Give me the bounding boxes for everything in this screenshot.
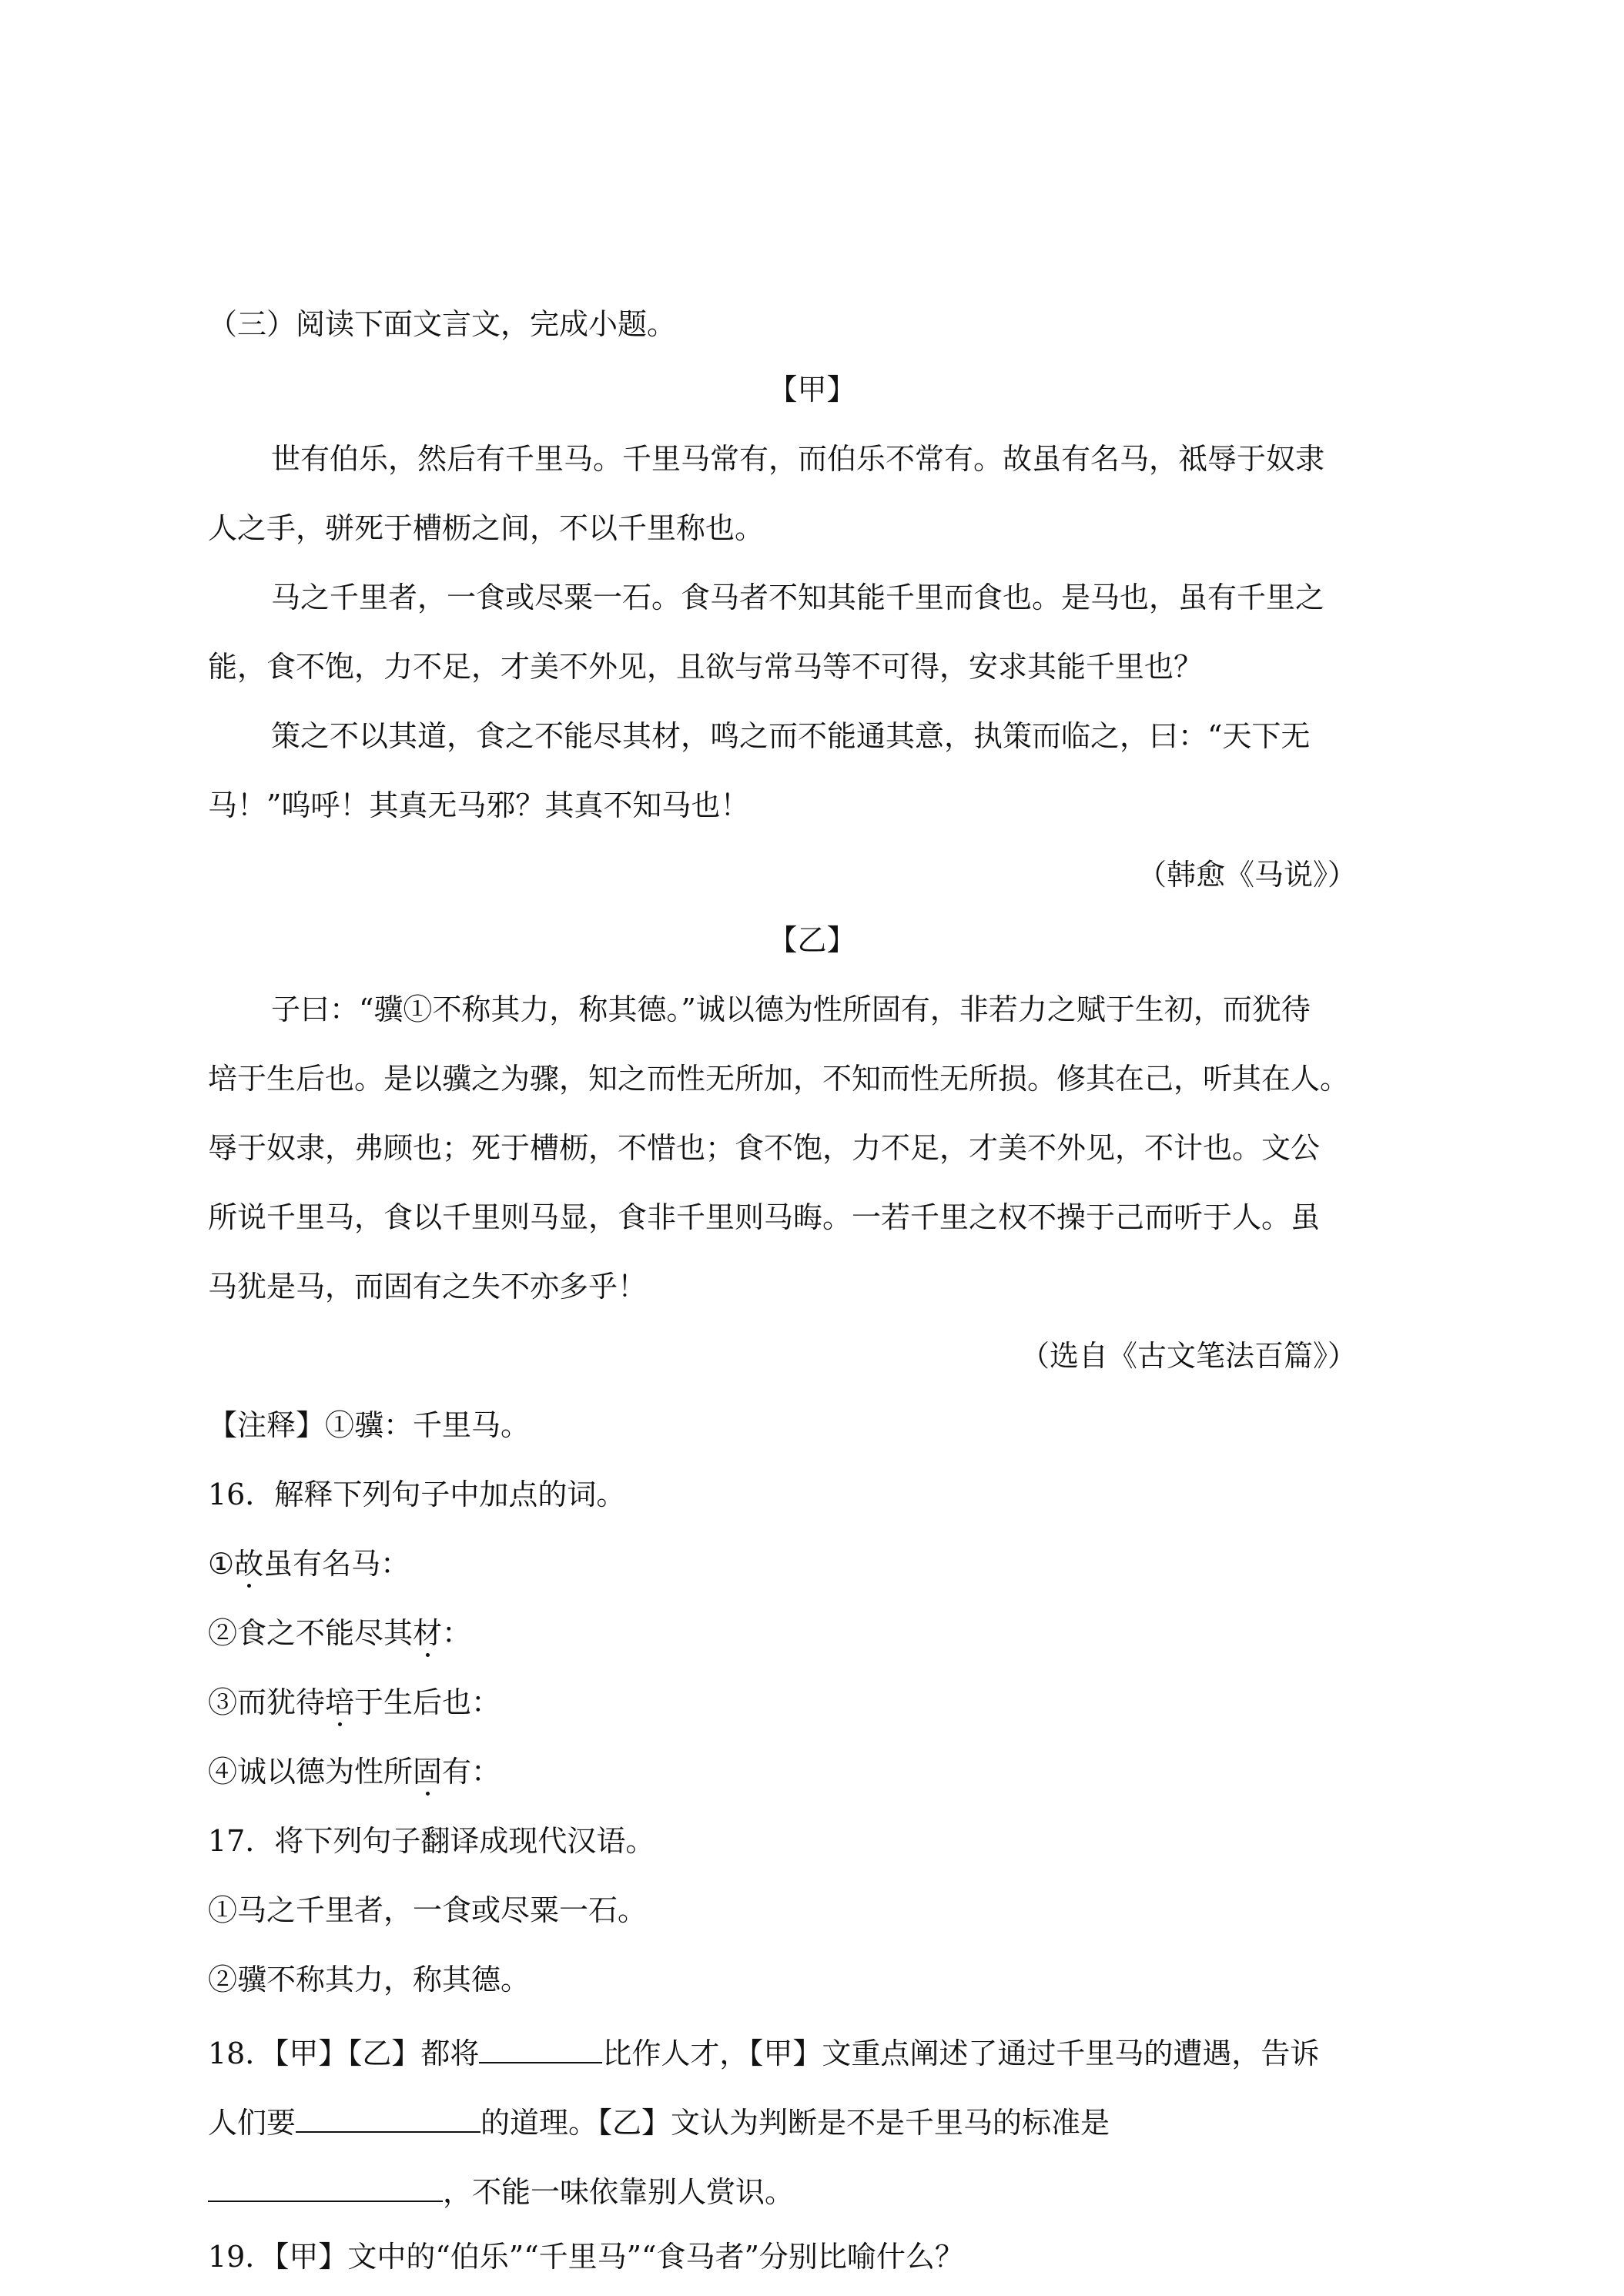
annotation-note: 【注释】①骥：千里马。 bbox=[208, 1408, 531, 1442]
answer-blank-3[interactable] bbox=[208, 2173, 443, 2202]
q18-text-a: 18．【甲】【乙】都将 bbox=[208, 2037, 480, 2070]
jia-paragraph-3-line-2: 马！”呜呼！其真无马邪？其真不知马也！ bbox=[208, 788, 750, 822]
item-suffix: 虽有名马： bbox=[263, 1547, 410, 1581]
item-suffix: 有： bbox=[442, 1755, 501, 1789]
answer-blank-1[interactable] bbox=[479, 2034, 602, 2063]
item-prefix: ②食之不能尽其 bbox=[208, 1616, 414, 1650]
dotted-character: 固 bbox=[413, 1755, 443, 1789]
question-16-stem: 16．解释下列句子中加点的词。 bbox=[208, 1478, 626, 1511]
dotted-character: 故 bbox=[234, 1547, 264, 1581]
question-16-item-1 bbox=[208, 1547, 410, 1581]
answer-blank-2[interactable] bbox=[296, 2104, 481, 2133]
q18-text-c: 人们要 bbox=[208, 2106, 296, 2140]
yi-line-1: 子曰：“骥①不称其力，称其德。”诚以德为性所固有，非若力之赋于生初，而犹待 bbox=[271, 992, 1311, 1026]
dotted-character: 培 bbox=[325, 1685, 355, 1719]
question-17-sentence-1: ①马之千里者，一食或尽粟一石。 bbox=[208, 1893, 648, 1927]
jia-paragraph-2-line-2: 能，食不饱，力不足，才美不外见，且欲与常马等不可得，安求其能千里也？ bbox=[208, 650, 1204, 684]
question-16-item-2 bbox=[208, 1618, 471, 1648]
passage-jia-label: 【甲】 bbox=[768, 373, 856, 407]
yi-source: （选自《古文笔法百篇》） bbox=[1020, 1339, 1357, 1373]
section-heading: （三）阅读下面文言文，完成小题。 bbox=[208, 307, 677, 341]
jia-paragraph-2-line-1: 马之千里者，一食或尽粟一石。食马者不知其能千里而食也。是马也，虽有千里之 bbox=[271, 581, 1325, 614]
item-prefix: ④诚以德为性所 bbox=[208, 1755, 414, 1789]
q18-text-b: 比作人才，【甲】文重点阐述了通过千里马的遭遇，告诉 bbox=[602, 2037, 1320, 2070]
question-16-item-4 bbox=[208, 1755, 501, 1789]
dotted-character: 材 bbox=[413, 1616, 443, 1650]
item-suffix: 于生后也： bbox=[354, 1685, 501, 1719]
question-17-sentence-2: ②骥不称其力，称其德。 bbox=[208, 1963, 531, 1996]
yi-line-3: 辱于奴隶，弗顾也；死于槽枥，不惜也；食不饱，力不足，才美不外见，不计也。文公 bbox=[208, 1131, 1321, 1165]
question-17-stem: 17．将下列句子翻译成现代汉语。 bbox=[208, 1824, 655, 1858]
question-18-line-1 bbox=[208, 2034, 1319, 2068]
yi-line-4: 所说千里马，食以千里则马显，食非千里则马晦。一若千里之权不操于己而听于人。虽 bbox=[208, 1200, 1321, 1234]
jia-paragraph-1-line-1: 世有伯乐，然后有千里马。千里马常有，而伯乐不常有。故虽有名马，祗辱于奴隶 bbox=[271, 442, 1325, 476]
q18-text-e: ，不能一味依靠别人赏识。 bbox=[443, 2175, 795, 2209]
item-suffix: ： bbox=[442, 1616, 472, 1650]
yi-line-5: 马犹是马，而固有之失不亦多乎！ bbox=[208, 1270, 648, 1304]
item-prefix: ① bbox=[208, 1547, 235, 1581]
passage-yi-label: 【乙】 bbox=[768, 923, 856, 957]
question-18-line-3 bbox=[208, 2173, 794, 2207]
jia-source: （韩愈《马说》） bbox=[1137, 858, 1357, 892]
jia-paragraph-3-line-1: 策之不以其道，食之不能尽其材，鸣之而不能通其意，执策而临之，曰：“天下无 bbox=[271, 719, 1311, 753]
jia-paragraph-1-line-2: 人之手，骈死于槽枥之间，不以千里称也。 bbox=[208, 511, 765, 545]
question-18-line-2 bbox=[208, 2104, 1110, 2140]
q18-text-d: 的道理。【乙】文认为判断是不是千里马的标准是 bbox=[481, 2106, 1110, 2140]
question-19-stem: 19．【甲】文中的“伯乐”“千里马”“食马者”分别比喻什么？ bbox=[208, 2240, 964, 2274]
question-16-item-3 bbox=[208, 1685, 501, 1719]
item-prefix: ③而犹待 bbox=[208, 1685, 326, 1719]
yi-line-2: 培于生后也。是以骥之为骤，知之而性无所加，不知而性无所损。修其在己，听其在人。 bbox=[208, 1062, 1350, 1096]
